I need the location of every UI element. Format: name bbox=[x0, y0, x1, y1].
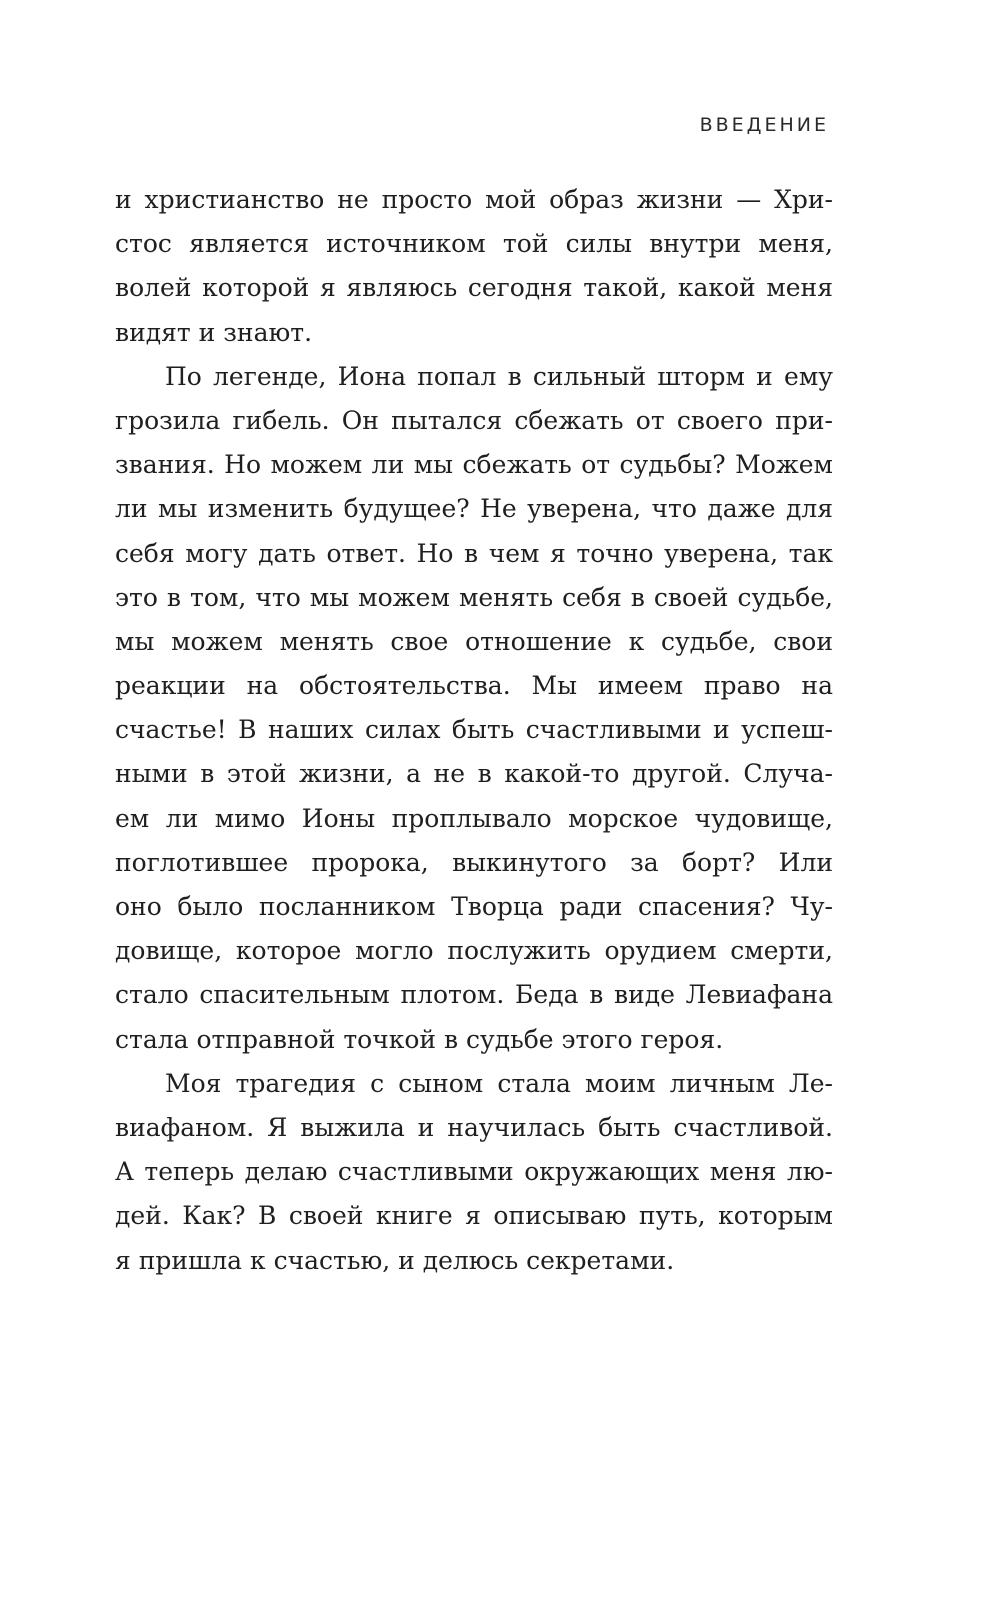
text-line: и христианство не просто мой образ жизни — Хри- bbox=[115, 185, 833, 214]
text-line: это в том, что мы можем менять себя в своей судьбе, bbox=[115, 582, 833, 612]
text-line: дей. Как? В своей книге я описываю путь, которым bbox=[115, 1201, 833, 1231]
text-line: Моя трагедия с сыном стала моим личным Ле- bbox=[165, 1068, 833, 1098]
text-line: реакции на обстоятельства. Мы имеем право на bbox=[115, 671, 833, 701]
text-line: себя могу дать ответ. Но в чем я точно уверена, так bbox=[115, 538, 833, 568]
body-text bbox=[115, 178, 833, 1283]
text-line: оно было посланником Творца ради спасения? Чу- bbox=[115, 892, 833, 921]
text-line: ем ли мимо Ионы проплывало морское чудовище, bbox=[115, 803, 833, 833]
text-line: мы можем менять свое отношение к судьбе, свои bbox=[115, 626, 833, 656]
text-line: звания. Но можем ли мы сбежать от судьбы? Можем bbox=[115, 450, 833, 480]
text-line: счастье! В наших силах быть счастливыми и успеш- bbox=[115, 715, 833, 745]
text-line: ли мы изменить будущее? Не уверена, что даже для bbox=[115, 494, 833, 524]
text-line: видят и знают. bbox=[115, 317, 313, 347]
text-line: ными в этой жизни, а не в какой-то другой. Случа- bbox=[115, 759, 833, 789]
text-line: стала отправной точкой в судьбе этого героя. bbox=[115, 1024, 724, 1054]
text-line: поглотившее пророка, выкинутого за борт? Или bbox=[115, 847, 833, 877]
text-line: По легенде, Иона попал в сильный шторм и ему bbox=[165, 361, 833, 391]
text-line: виафаном. Я выжила и научилась быть счастливой. bbox=[115, 1112, 833, 1142]
text-line: довище, которое могло послужить орудием смерти, bbox=[115, 936, 833, 966]
text-line: я пришла к счастью, и делюсь секретами. bbox=[115, 1245, 675, 1275]
text-line: стало спасительным плотом. Беда в виде Левиафана bbox=[115, 980, 833, 1010]
text-line: грозила гибель. Он пытался сбежать от своего при- bbox=[115, 405, 833, 435]
text-line: волей которой я являюсь сегодня такой, какой меня bbox=[115, 273, 833, 303]
text-line: А теперь делаю счастливыми окружающих меня лю- bbox=[115, 1157, 833, 1187]
text-line: стос является источником той силы внутри меня, bbox=[115, 229, 833, 259]
running-head: ВВЕДЕНИЕ bbox=[699, 114, 829, 136]
